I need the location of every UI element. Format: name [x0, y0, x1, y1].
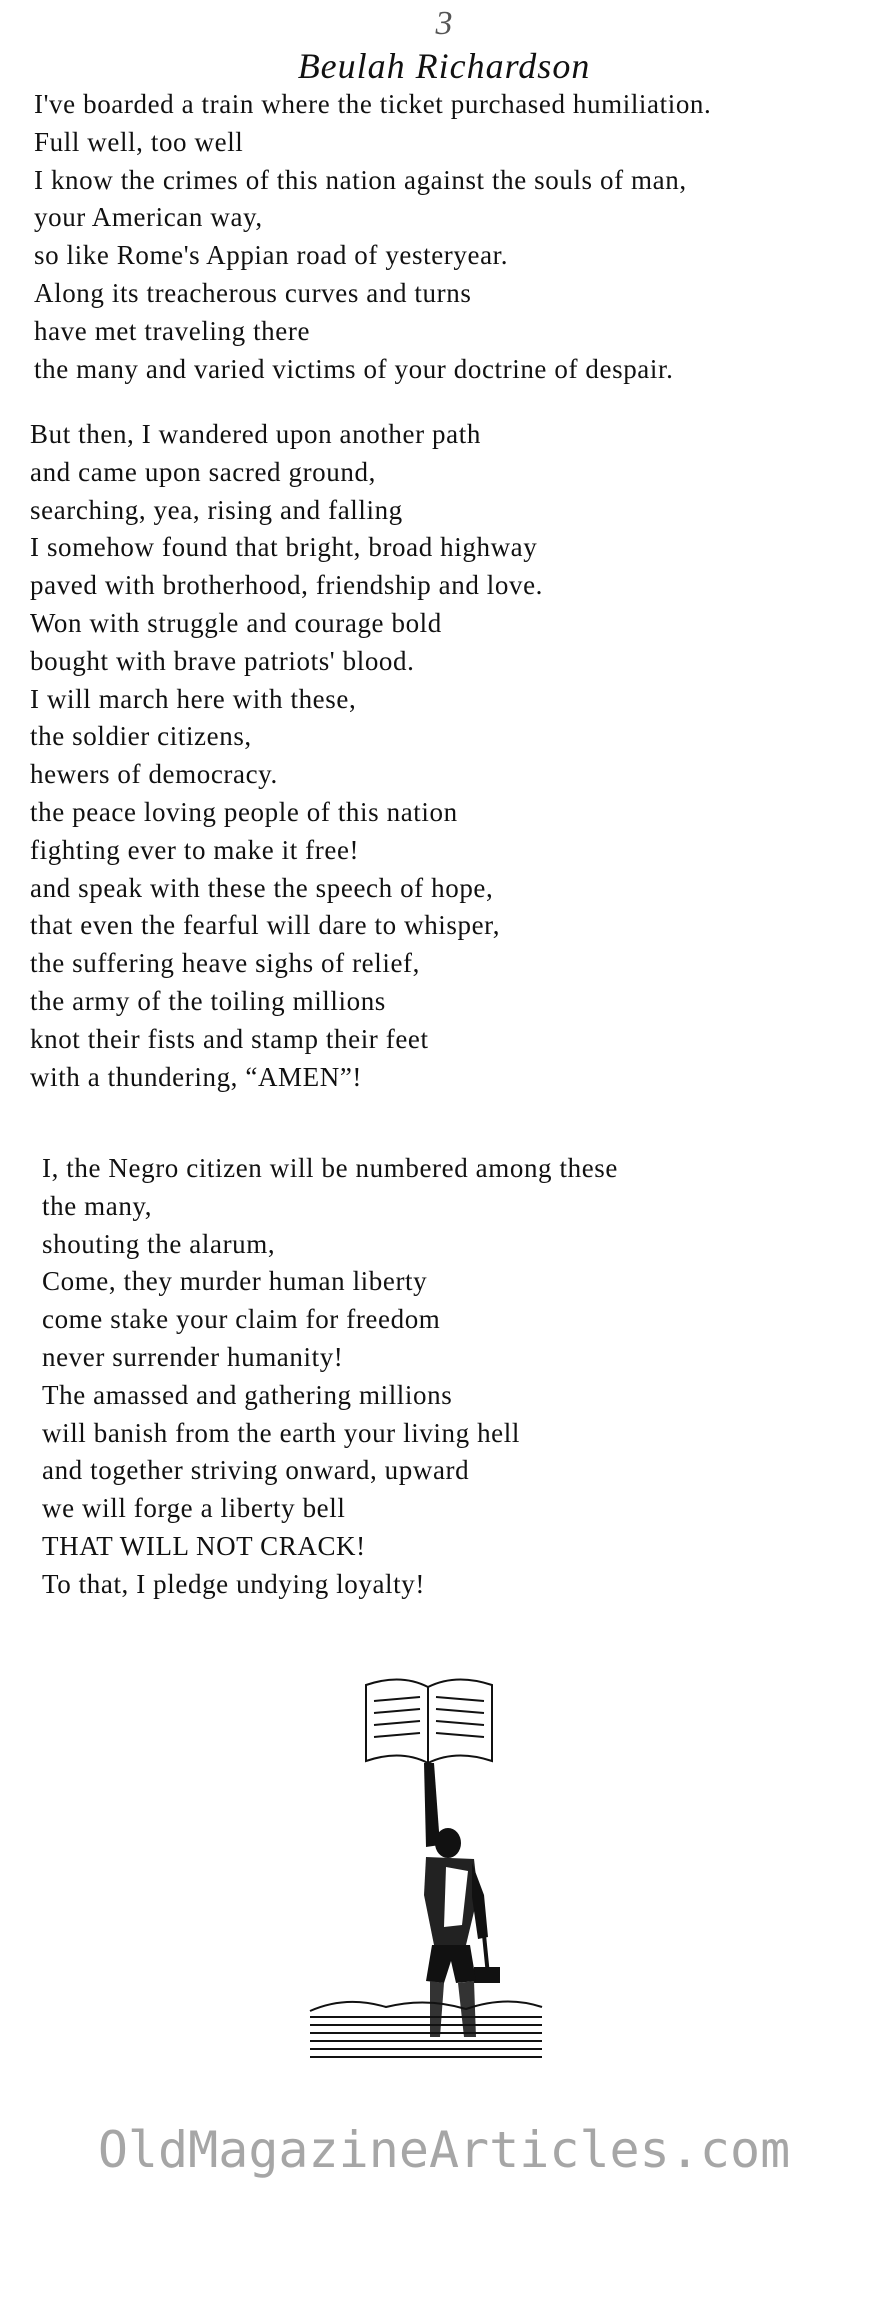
poem-line: the army of the toiling millions	[30, 985, 386, 1016]
poem-stanza-1	[34, 86, 711, 388]
poem-line: your American way,	[34, 202, 263, 233]
poem-line: will banish from the earth your living hell	[42, 1417, 520, 1448]
poem-line: have met traveling there	[34, 315, 311, 346]
poem-line: bought with brave patriots' blood.	[30, 645, 415, 676]
poem-stanza-3	[42, 1150, 618, 1604]
poem-line: so like Rome's Appian road of yesteryear.	[34, 240, 509, 271]
poem-line: I know the crimes of this nation against the souls of man,	[34, 164, 687, 195]
poem-line: To that, I pledge undying loyalty!	[42, 1568, 425, 1599]
watermark: OldMagazineArticles.com	[97, 2121, 791, 2179]
poem-line: the soldier citizens,	[30, 721, 252, 752]
poem-author: Beulah Richardson	[297, 46, 591, 86]
worker-holding-book-illustration	[306, 1645, 546, 2065]
poem-line: Full well, too well	[34, 126, 244, 157]
poem-line: I, the Negro citizen will be numbered among these	[42, 1153, 618, 1183]
poem-line: fighting ever to make it free!	[30, 834, 360, 865]
open-book-icon	[366, 1679, 492, 1763]
poem-line: the many,	[42, 1190, 153, 1221]
poem-line: I somehow found that bright, broad highway	[30, 532, 538, 563]
poem-line: knot their fists and stamp their feet	[30, 1023, 429, 1054]
poem-line: Along its treacherous curves and turns	[34, 277, 472, 308]
poem-line: THAT WILL NOT CRACK!	[42, 1530, 366, 1561]
poem-line: we will forge a liberty bell	[42, 1493, 346, 1524]
poem-line: Come, they murder human liberty	[42, 1266, 428, 1297]
poem-line: paved with brotherhood, friendship and love.	[30, 570, 544, 601]
poem-line: hewers of democracy.	[30, 759, 278, 790]
poem-line: come stake your claim for freedom	[42, 1304, 441, 1335]
poem-line: never surrender humanity!	[42, 1341, 344, 1372]
poem-line: and came upon sacred ground,	[30, 456, 376, 487]
poem-line: The amassed and gathering millions	[42, 1379, 453, 1410]
poem-line: searching, yea, rising and falling	[30, 494, 403, 525]
poem-line: that even the fearful will dare to whisper,	[30, 910, 501, 941]
poem-line: the suffering heave sighs of relief,	[30, 948, 420, 979]
poem-line: and speak with these the speech of hope,	[30, 872, 494, 903]
poem-line: I will march here with these,	[30, 683, 357, 714]
poem-line: I've boarded a train where the ticket purchased humiliation.	[34, 89, 712, 119]
poem-line: and together striving onward, upward	[42, 1455, 470, 1486]
poem-line: But then, I wandered upon another path	[30, 419, 481, 449]
poem-line: Won with struggle and courage bold	[30, 607, 442, 638]
poem-line: the many and varied victims of your doctrine of despair.	[34, 353, 674, 384]
page-number: 3	[435, 5, 453, 42]
poem-stanza-2	[30, 416, 543, 1096]
poem-line: with a thundering, “AMEN”!	[30, 1061, 363, 1092]
poem-line: shouting the alarum,	[42, 1228, 276, 1259]
poem-line: the peace loving people of this nation	[30, 796, 458, 827]
